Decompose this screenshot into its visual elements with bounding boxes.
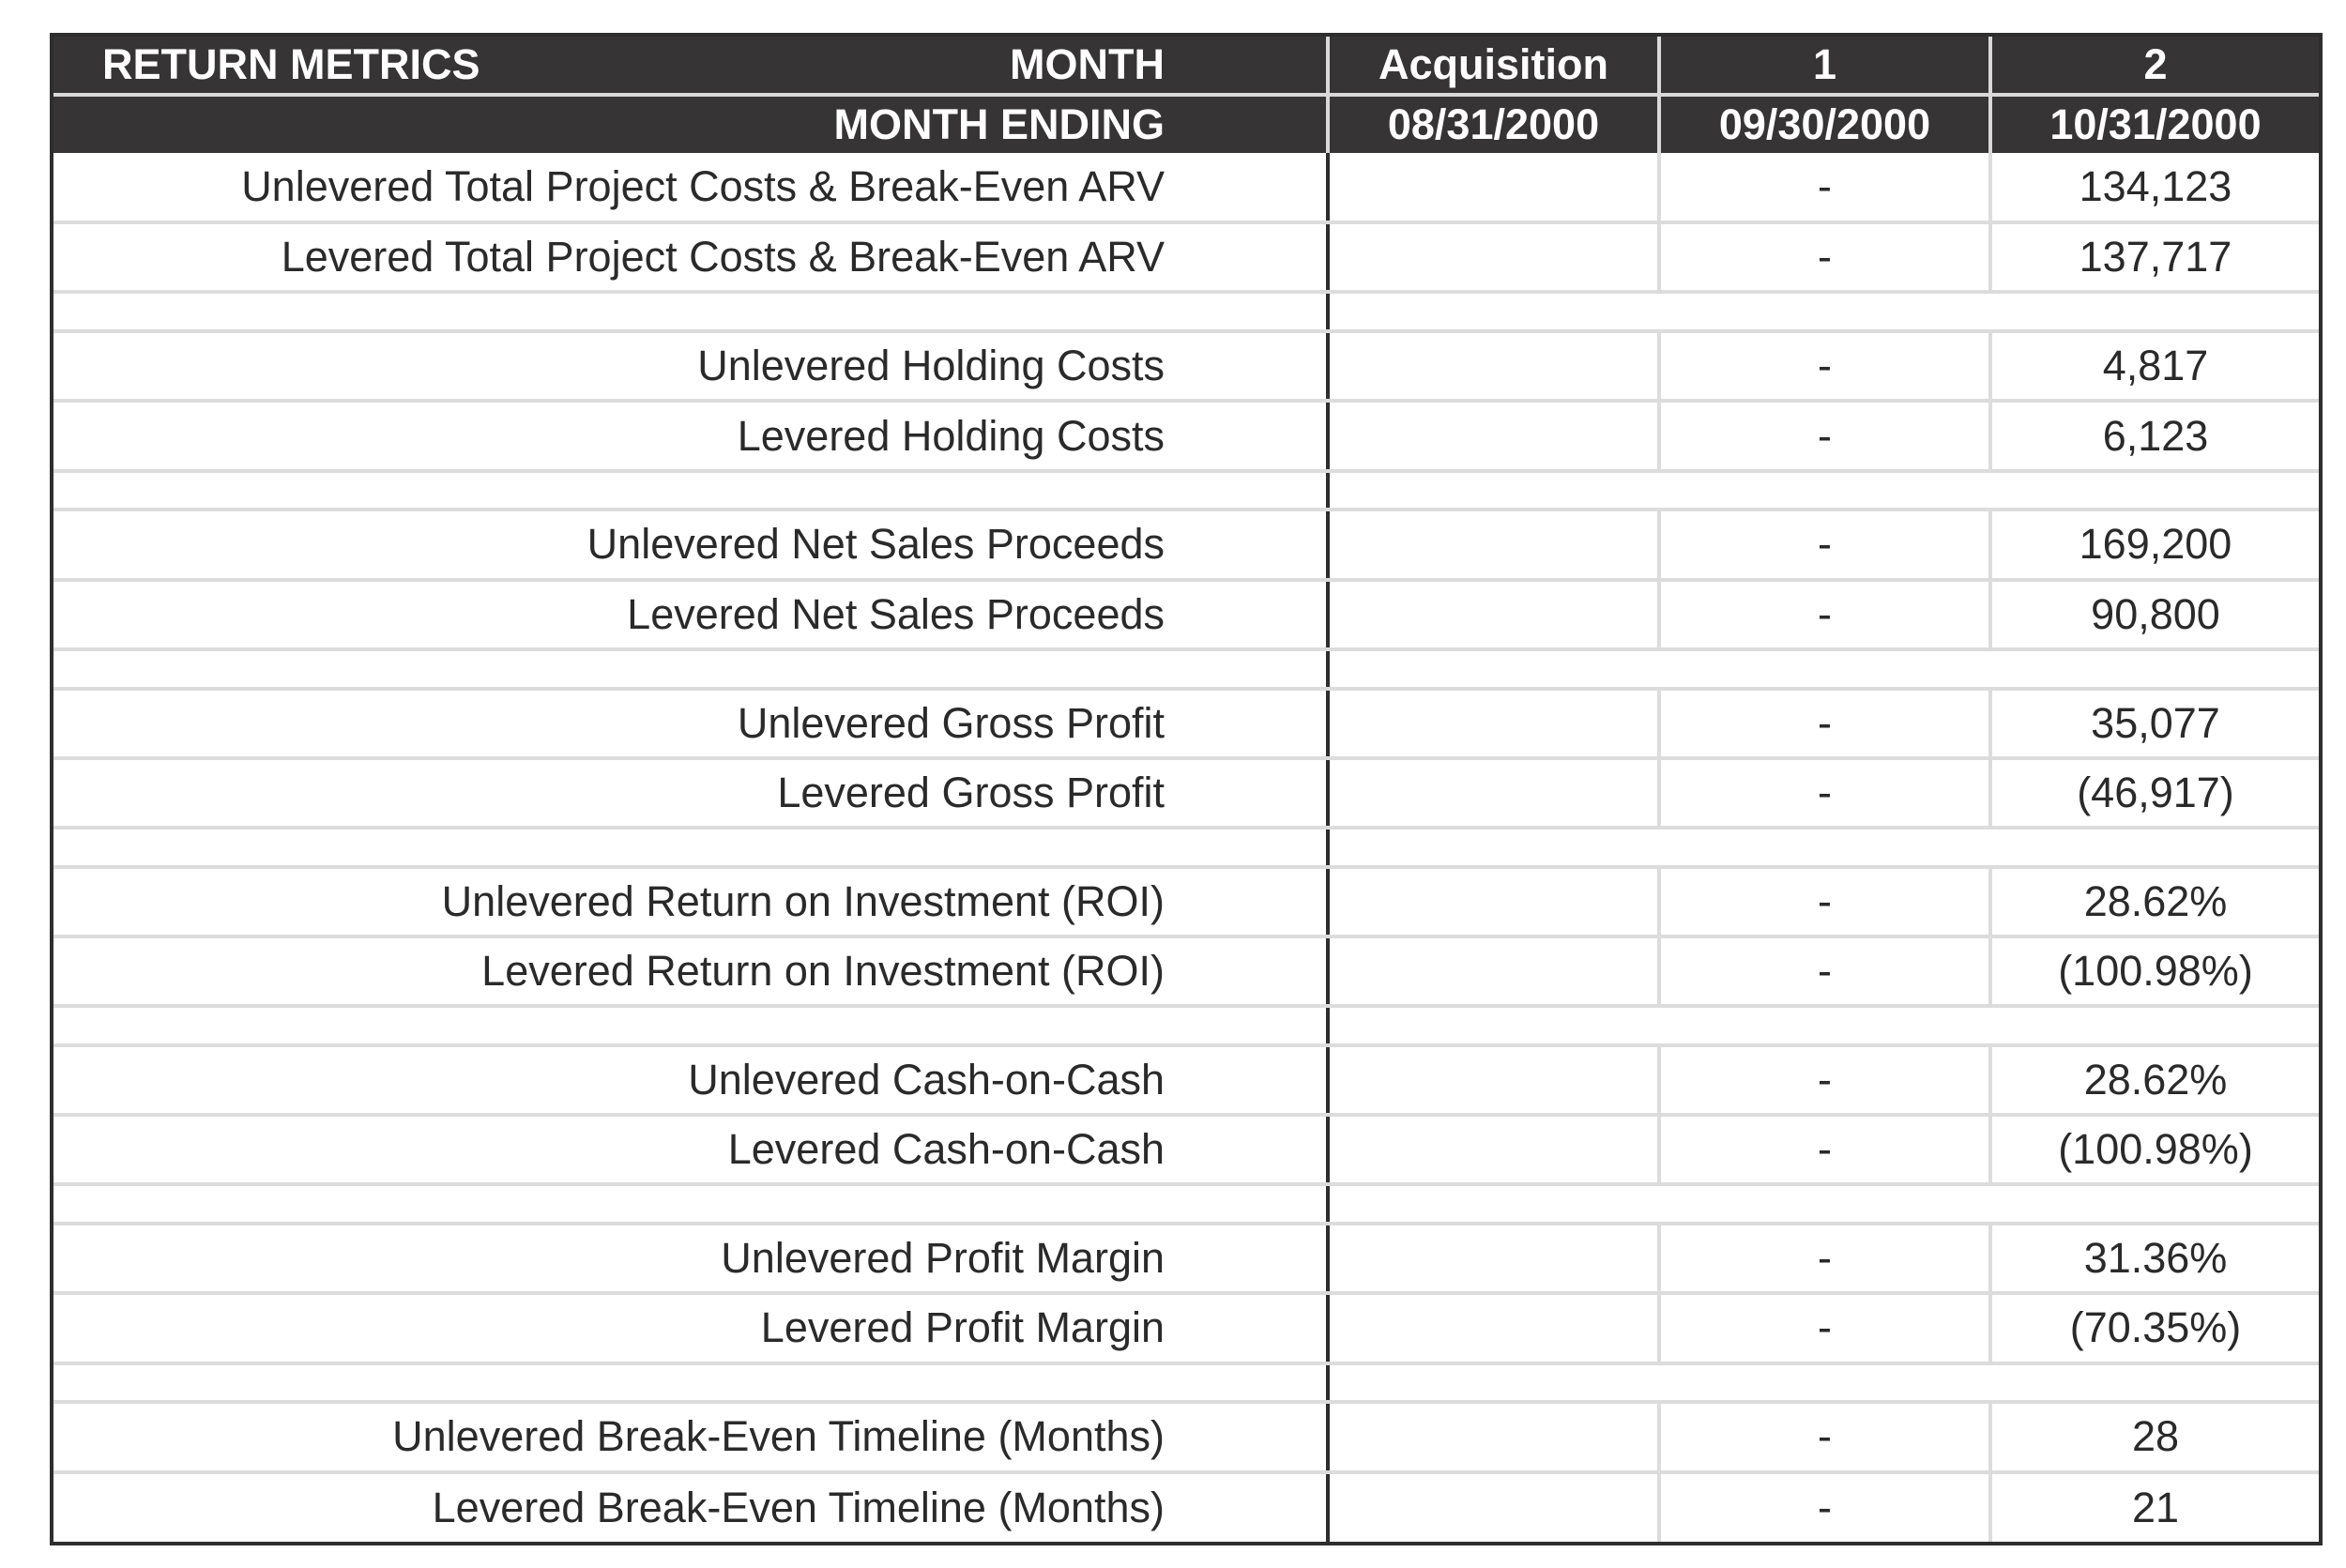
metric-label: Levered Break-Even Timeline (Months): [53, 1472, 1328, 1542]
return-metrics-table: [50, 33, 2323, 1545]
metric-label: Unlevered Return on Investment (ROI): [53, 867, 1328, 936]
value-acquisition: [1328, 580, 1659, 649]
month-ending-label: MONTH ENDING: [53, 95, 1328, 153]
metric-label: Unlevered Net Sales Proceeds: [53, 510, 1328, 579]
value-acquisition: [1328, 758, 1659, 828]
spacer-row: [53, 471, 2319, 510]
spacer-row: [53, 1363, 2319, 1403]
spacer-cell: [53, 1363, 1328, 1403]
metrics-grid: [53, 37, 2319, 1542]
value-month-1: -: [1659, 1402, 1990, 1471]
column-month-acquisition: Acquisition: [1328, 37, 1659, 95]
spacer-cell: [1328, 1363, 2319, 1403]
header-row-month-ending: [53, 95, 2319, 153]
table-row: [53, 580, 2319, 649]
value-month-2: 4,817: [1990, 331, 2319, 401]
column-month-1: 1: [1659, 37, 1990, 95]
table-row: [53, 936, 2319, 1006]
value-month-1: -: [1659, 1115, 1990, 1184]
table-row: [53, 1115, 2319, 1184]
spacer-row: [53, 649, 2319, 689]
metric-label: Levered Holding Costs: [53, 401, 1328, 470]
value-month-1: -: [1659, 331, 1990, 401]
value-month-2: 169,200: [1990, 510, 2319, 579]
value-month-2: 137,717: [1990, 222, 2319, 292]
spacer-cell: [1328, 649, 2319, 689]
value-month-2: 90,800: [1990, 580, 2319, 649]
month-header-cell: [53, 37, 1328, 95]
value-month-2: 21: [1990, 1472, 2319, 1542]
table-title: RETURN METRICS: [102, 40, 480, 88]
table-row: [53, 758, 2319, 828]
metric-label: Levered Cash-on-Cash: [53, 1115, 1328, 1184]
column-month-2: 2: [1990, 37, 2319, 95]
metric-label: Levered Net Sales Proceeds: [53, 580, 1328, 649]
value-month-1: -: [1659, 1224, 1990, 1293]
metric-label: Unlevered Gross Profit: [53, 689, 1328, 758]
value-month-1: -: [1659, 510, 1990, 579]
metric-label: Unlevered Break-Even Timeline (Months): [53, 1402, 1328, 1471]
value-month-1: -: [1659, 758, 1990, 828]
value-month-2: (70.35%): [1990, 1293, 2319, 1362]
spacer-row: [53, 828, 2319, 867]
value-month-1: -: [1659, 222, 1990, 292]
column-ending-1: 09/30/2000: [1659, 95, 1990, 153]
table-row: [53, 1224, 2319, 1293]
metric-label: Levered Gross Profit: [53, 758, 1328, 828]
table-row: [53, 1293, 2319, 1362]
metric-label: Levered Profit Margin: [53, 1293, 1328, 1362]
spacer-cell: [53, 1184, 1328, 1224]
value-month-1: -: [1659, 401, 1990, 470]
value-acquisition: [1328, 401, 1659, 470]
value-acquisition: [1328, 1402, 1659, 1471]
value-acquisition: [1328, 867, 1659, 936]
value-acquisition: [1328, 153, 1659, 222]
value-month-2: (46,917): [1990, 758, 2319, 828]
value-month-1: -: [1659, 153, 1990, 222]
spacer-cell: [53, 471, 1328, 510]
value-acquisition: [1328, 222, 1659, 292]
metric-label: Unlevered Total Project Costs & Break-Even ARV: [53, 153, 1328, 222]
value-month-1: -: [1659, 580, 1990, 649]
spacer-cell: [1328, 828, 2319, 867]
value-acquisition: [1328, 936, 1659, 1006]
metric-label: Levered Total Project Costs & Break-Even ARV: [53, 222, 1328, 292]
column-ending-2: 10/31/2000: [1990, 95, 2319, 153]
value-month-2: 35,077: [1990, 689, 2319, 758]
value-month-1: -: [1659, 1293, 1990, 1362]
value-month-1: -: [1659, 1045, 1990, 1115]
spacer-cell: [1328, 471, 2319, 510]
table-row: [53, 401, 2319, 470]
value-month-1: -: [1659, 936, 1990, 1006]
spacer-cell: [1328, 1184, 2319, 1224]
month-label: MONTH: [1010, 40, 1165, 88]
value-month-2: 28.62%: [1990, 867, 2319, 936]
metric-label: Unlevered Profit Margin: [53, 1224, 1328, 1293]
table-row: [53, 331, 2319, 401]
table-row: [53, 867, 2319, 936]
table-row: [53, 1045, 2319, 1115]
value-acquisition: [1328, 689, 1659, 758]
value-month-2: 28: [1990, 1402, 2319, 1471]
table-row: [53, 1472, 2319, 1542]
metric-label: Unlevered Holding Costs: [53, 331, 1328, 401]
value-acquisition: [1328, 1472, 1659, 1542]
value-acquisition: [1328, 1293, 1659, 1362]
metric-label: Unlevered Cash-on-Cash: [53, 1045, 1328, 1115]
value-acquisition: [1328, 1224, 1659, 1293]
table-row: [53, 689, 2319, 758]
spacer-cell: [53, 649, 1328, 689]
table-row: [53, 510, 2319, 579]
value-month-2: 134,123: [1990, 153, 2319, 222]
spacer-row: [53, 1006, 2319, 1045]
value-month-1: -: [1659, 867, 1990, 936]
value-acquisition: [1328, 331, 1659, 401]
value-acquisition: [1328, 1045, 1659, 1115]
value-acquisition: [1328, 510, 1659, 579]
value-month-1: -: [1659, 689, 1990, 758]
table-row: [53, 222, 2319, 292]
value-month-1: -: [1659, 1472, 1990, 1542]
value-month-2: 28.62%: [1990, 1045, 2319, 1115]
value-month-2: (100.98%): [1990, 936, 2319, 1006]
table-row: [53, 153, 2319, 222]
spacer-cell: [1328, 292, 2319, 331]
spacer-cell: [1328, 1006, 2319, 1045]
spacer-cell: [53, 828, 1328, 867]
spacer-cell: [53, 292, 1328, 331]
metric-label: Levered Return on Investment (ROI): [53, 936, 1328, 1006]
spacer-cell: [53, 1006, 1328, 1045]
column-ending-acquisition: 08/31/2000: [1328, 95, 1659, 153]
value-month-2: 31.36%: [1990, 1224, 2319, 1293]
value-acquisition: [1328, 1115, 1659, 1184]
value-month-2: (100.98%): [1990, 1115, 2319, 1184]
table-row: [53, 1402, 2319, 1471]
spacer-row: [53, 292, 2319, 331]
header-row-month: [53, 37, 2319, 95]
value-month-2: 6,123: [1990, 401, 2319, 470]
spacer-row: [53, 1184, 2319, 1224]
